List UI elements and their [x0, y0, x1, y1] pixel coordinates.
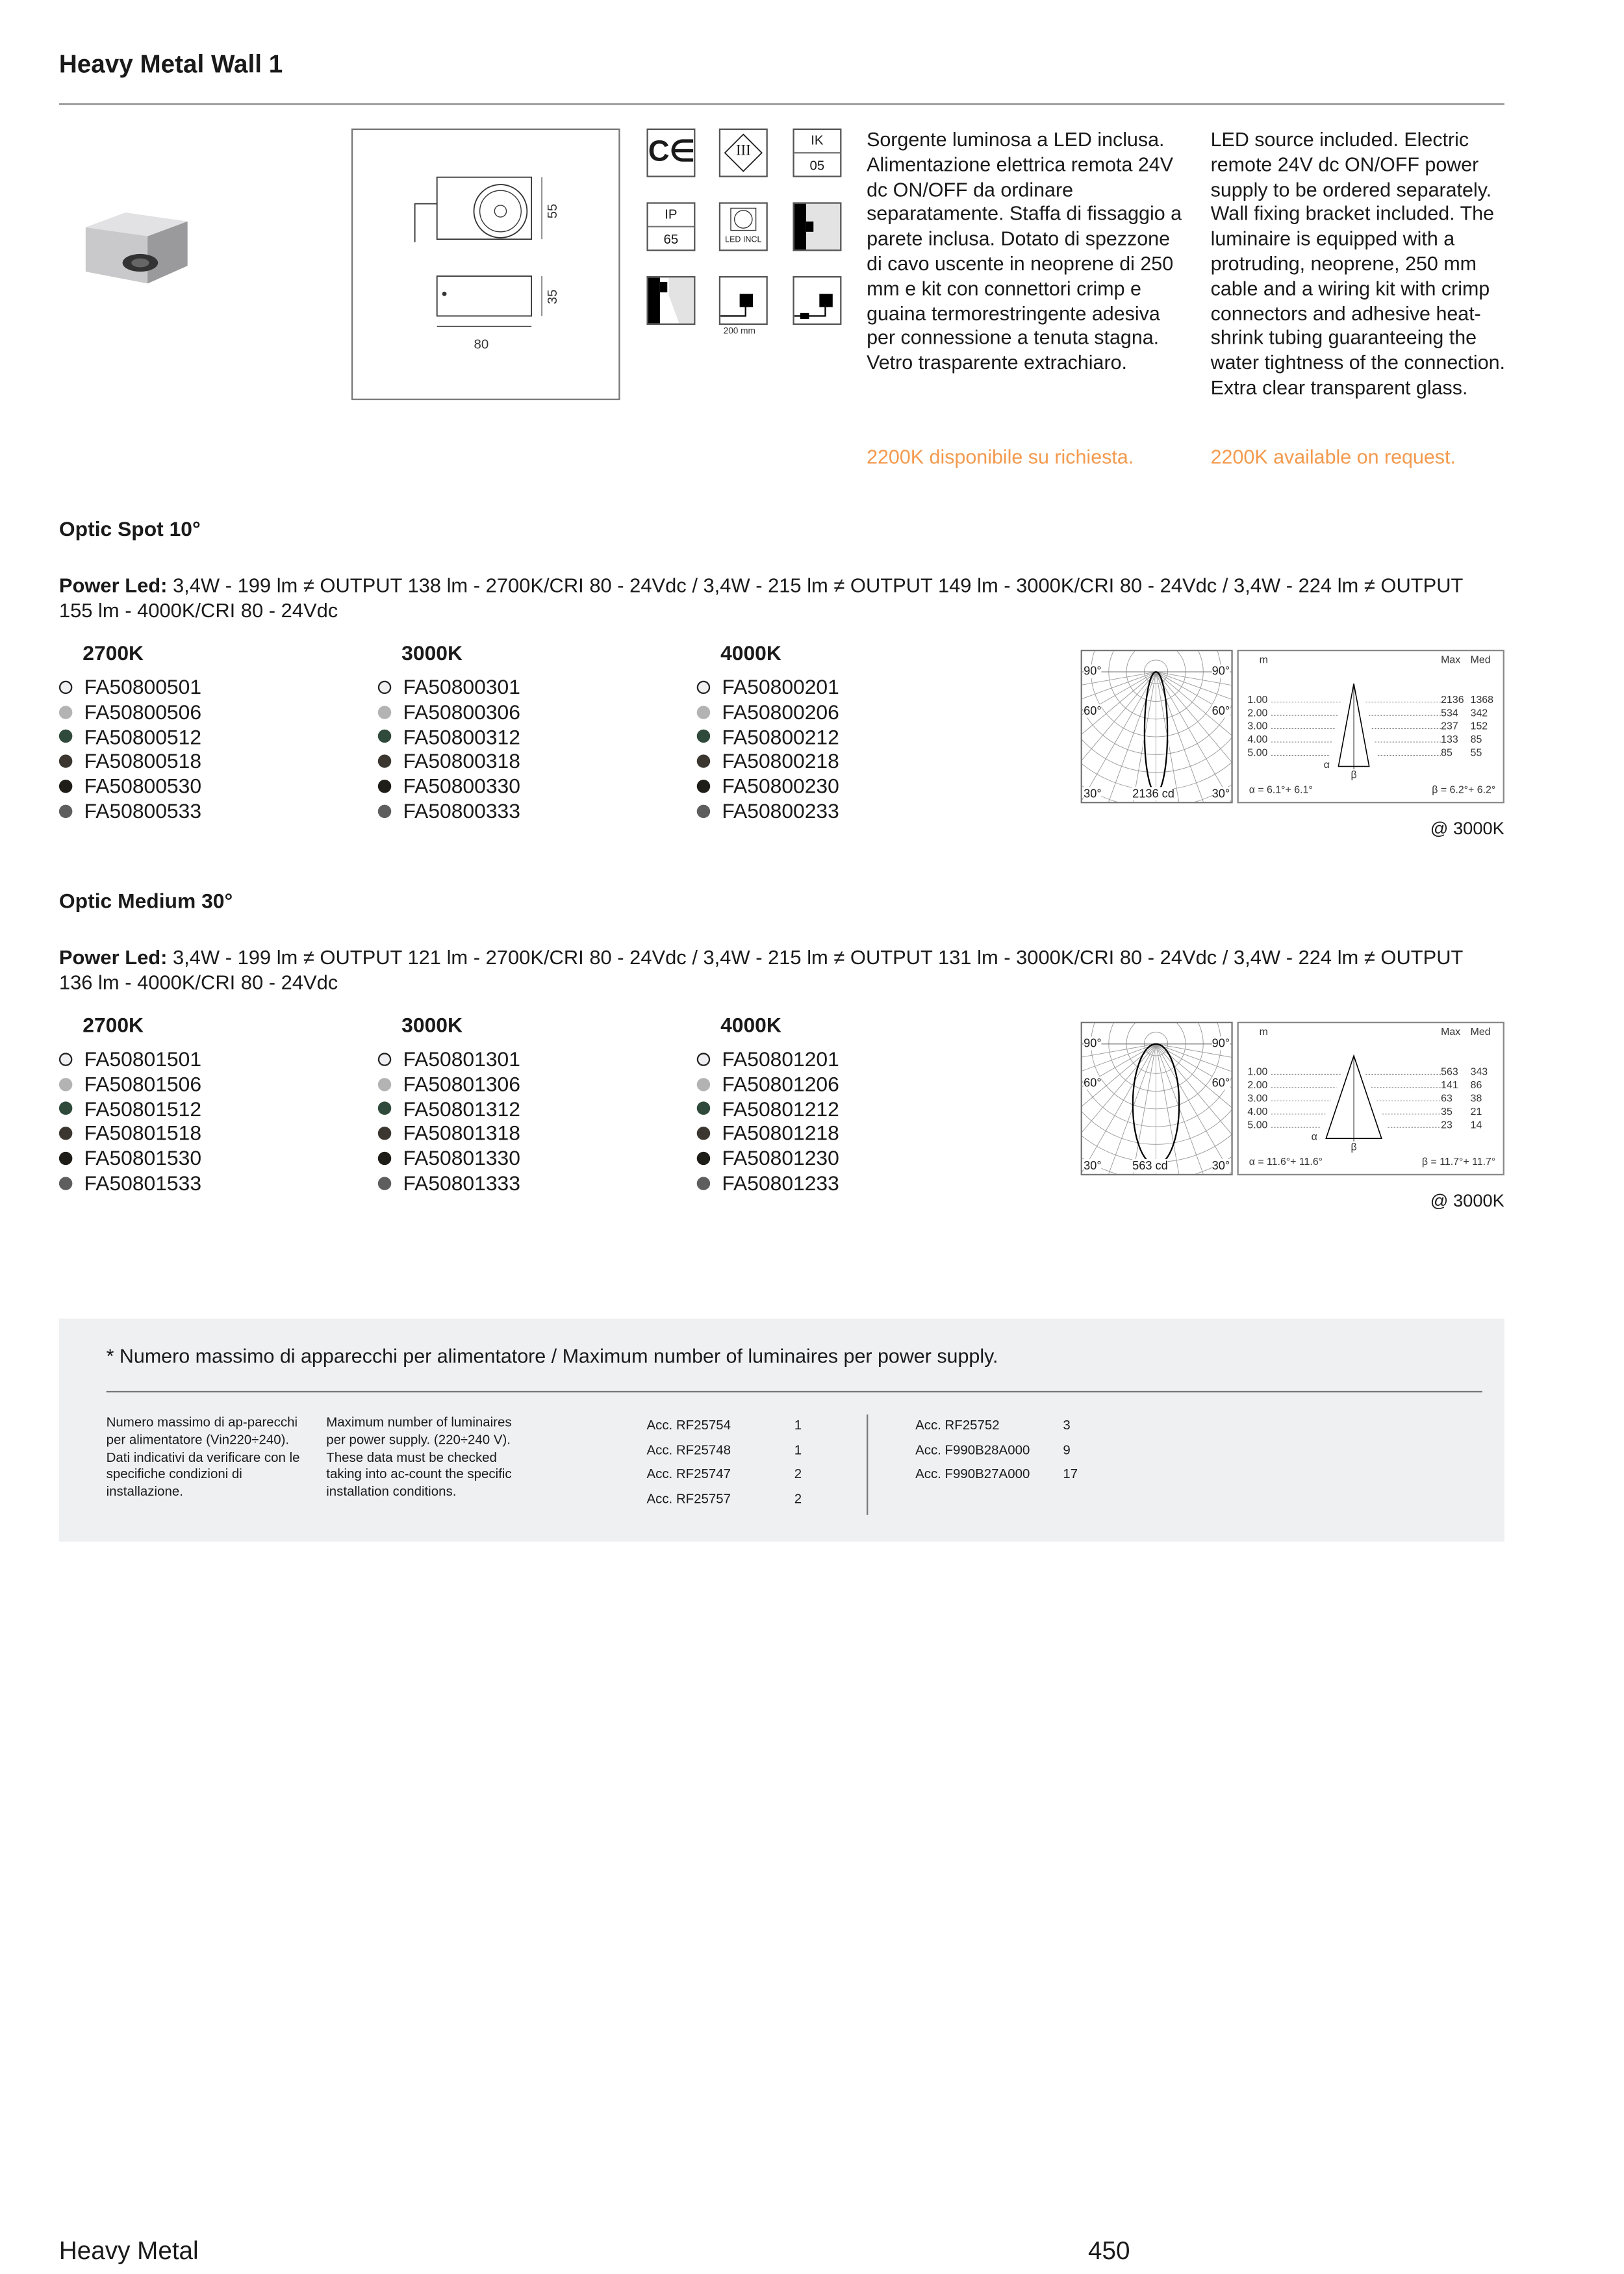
divider: [59, 103, 1504, 105]
product-code-item: [59, 1171, 201, 1195]
polar-ring: [1082, 1023, 1232, 1127]
polar-ray: [1082, 1044, 1156, 1140]
finish-swatch-grey: [59, 1077, 72, 1090]
cable-length-icon: [719, 276, 768, 325]
table-unit: m: [1259, 1027, 1268, 1038]
finish-swatch-green: [59, 730, 72, 743]
product-code: FA50800233: [722, 798, 839, 823]
polar-ray: [1090, 1044, 1156, 1174]
med-lux-value: 86: [1470, 1080, 1482, 1092]
product-code: FA50800533: [84, 798, 202, 823]
finish-swatch-anthracite: [697, 804, 710, 817]
power-led-spec: [59, 947, 1499, 996]
max-lux-value: 23: [1441, 1120, 1453, 1131]
cable-length-label: 200 mm: [723, 327, 755, 337]
max-lux-value: 35: [1441, 1107, 1453, 1118]
beta-symbol: β: [1351, 771, 1357, 782]
product-image: [81, 207, 192, 289]
divider: [107, 1391, 1482, 1392]
finish-swatch-brown: [59, 1127, 72, 1140]
polar-diagram: [1081, 1022, 1233, 1175]
product-code: FA50801318: [403, 1121, 520, 1145]
product-code: FA50801501: [84, 1047, 202, 1071]
polar-label-a30l: 30°: [1084, 1159, 1102, 1173]
accessory-code: Acc. RF25754: [646, 1417, 731, 1433]
product-code: FA50801206: [722, 1071, 839, 1095]
distance-value: 2.00: [1247, 1080, 1268, 1092]
finish-swatch-anthracite: [59, 1177, 72, 1190]
product-code-item: [697, 675, 839, 700]
distance-value: 4.00: [1247, 1107, 1268, 1118]
product-code: FA50801306: [403, 1071, 520, 1095]
product-code-item: [59, 675, 201, 700]
max-lux-value: 63: [1441, 1094, 1453, 1105]
max-lux-value: 534: [1441, 708, 1458, 719]
max-luminaires: 9: [1063, 1442, 1071, 1457]
product-code-item: [697, 1072, 839, 1097]
product-code-item: [59, 1121, 201, 1146]
product-code: FA50801201: [722, 1047, 839, 1071]
product-code-item: [378, 724, 520, 749]
page-title: Heavy Metal Wall 1: [58, 50, 283, 79]
column-heading-4000K: 4000K: [720, 1013, 781, 1037]
product-code: FA50801530: [84, 1146, 202, 1170]
illuminance-table: [1237, 650, 1504, 803]
finish-swatch-grey: [378, 706, 391, 719]
polar-label-a60l: 60°: [1084, 704, 1102, 718]
column-heading-3000K: 3000K: [401, 1013, 463, 1037]
product-code-item: [697, 724, 839, 749]
measured-at-label: @ 3000K: [1430, 1190, 1504, 1211]
max-luminaires: 1: [794, 1417, 802, 1433]
table-med-header: Med: [1470, 656, 1491, 666]
product-code: FA50800512: [84, 724, 202, 748]
product-code: FA50800201: [722, 674, 839, 698]
distance-value: 3.00: [1247, 722, 1268, 733]
finish-swatch-brown: [378, 755, 391, 768]
ce-mark-icon: C∈: [646, 129, 695, 177]
max-lux-value: 2136: [1441, 695, 1464, 706]
product-code-item: [59, 774, 201, 798]
product-code-item: [378, 1171, 520, 1195]
finish-swatch-anthracite: [378, 804, 391, 817]
max-lux-value: 85: [1441, 748, 1453, 760]
product-code: FA50800518: [84, 749, 202, 773]
distance-value: 2.00: [1247, 708, 1268, 719]
dim-height-bottom: 35: [544, 289, 560, 305]
product-code-item: [697, 1047, 839, 1071]
polar-label-a90r: 90°: [1212, 664, 1230, 678]
supply-text-it: Numero massimo di ap-parecchi per alimentatore (Vin220÷240). Dati indicativi da verificare con le specifiche condizioni di installazione.: [106, 1414, 300, 1500]
description-it: Sorgente luminosa a LED inclusa. Alimentazione elettrica remota 24V dc ON/OFF da ordinare separatamente. Staffa di fissaggio a parete inclusa. Dotato di spezzone di cavo uscente in neoprene di 250 mm e kit con connettori crimp e guaina termorestringente adesiva per connessione a tenuta stagna. Vetro trasparente extrachiaro.: [867, 128, 1182, 374]
finish-swatch-brown: [378, 1127, 391, 1140]
polar-label-cd: 563 cd: [1132, 1159, 1168, 1173]
med-lux-value: 1368: [1470, 695, 1494, 706]
supply-heading: * Numero massimo di apparecchi per alimentatore / Maximum number of luminaires per power supply.: [106, 1345, 998, 1368]
power-label: Power Led:: [58, 946, 168, 969]
polar-ray: [1156, 672, 1222, 802]
finish-swatch-black: [697, 1152, 710, 1165]
description-en: LED source included. Electric remote 24V dc ON/OFF power supply to be ordered separately. Wall fixing bracket included. The luminaire is equipped with a protruding, neoprene, 250 mm cable and a wiring kit with crimp connectors and adhesive heat-shrink tubing guaranteeing the water tightness of the connection. Extra clear transparent glass.: [1210, 128, 1506, 399]
dim-height-top: 55: [544, 203, 560, 219]
column-heading-2700K: 2700K: [82, 1013, 144, 1037]
distance-value: 3.00: [1247, 1094, 1268, 1105]
product-code-item: [378, 1072, 520, 1097]
table-med-header: Med: [1470, 1027, 1491, 1038]
med-lux-value: 55: [1470, 748, 1482, 760]
polar-ring: [1082, 651, 1232, 754]
finish-swatch-brown: [59, 755, 72, 768]
product-code-item: [378, 1146, 520, 1171]
finish-swatch-white: [697, 680, 710, 693]
polar-label-a90r: 90°: [1212, 1036, 1230, 1050]
product-code: FA50801233: [722, 1171, 839, 1195]
product-code-item: [378, 1121, 520, 1146]
finish-swatch-white: [378, 680, 391, 693]
power-supply-info: [59, 1319, 1504, 1542]
accessory-code: Acc. F990B27A000: [915, 1466, 1030, 1481]
product-code-item: [59, 749, 201, 774]
polar-ray: [1156, 1044, 1222, 1174]
wall-mount-icon: [793, 202, 841, 251]
distance-value: 1.00: [1247, 695, 1268, 706]
accessory-code: Acc. RF25757: [646, 1490, 731, 1506]
product-code-item: [378, 749, 520, 774]
product-code: FA50801330: [403, 1146, 520, 1170]
polar-label-cd: 2136 cd: [1132, 787, 1174, 800]
finish-swatch-brown: [697, 1127, 710, 1140]
finish-swatch-white: [697, 1053, 710, 1066]
product-code-item: [378, 799, 520, 824]
finish-swatch-anthracite: [697, 1177, 710, 1190]
alpha-symbol: α: [1311, 1132, 1317, 1143]
distance-value: 4.00: [1247, 735, 1268, 746]
max-luminaires: 3: [1063, 1417, 1071, 1433]
table-unit: m: [1259, 656, 1268, 666]
page-number: 450: [1087, 2237, 1130, 2266]
measured-at-label: @ 3000K: [1430, 818, 1504, 839]
section-title: Optic Medium 30°: [58, 889, 233, 913]
accessory-code: Acc. F990B28A000: [915, 1442, 1030, 1457]
column-heading-2700K: 2700K: [82, 641, 144, 665]
product-code-item: [378, 774, 520, 798]
accessory-code: Acc. RF25752: [915, 1417, 1000, 1433]
finish-swatch-black: [378, 1152, 391, 1165]
accessory-code: Acc. RF25748: [646, 1442, 731, 1457]
product-code-item: [697, 1097, 839, 1121]
finish-swatch-black: [697, 780, 710, 793]
note-en: 2200K available on request.: [1210, 446, 1456, 468]
finish-swatch-white: [378, 1053, 391, 1066]
product-code: FA50801218: [722, 1121, 839, 1145]
finish-swatch-grey: [697, 1077, 710, 1090]
finish-swatch-white: [59, 680, 72, 693]
product-code: FA50801518: [84, 1121, 202, 1145]
product-code: FA50800318: [403, 749, 520, 773]
polar-label-a90l: 90°: [1084, 1036, 1102, 1050]
polar-label-a60r: 60°: [1212, 1076, 1230, 1090]
product-code: FA50800530: [84, 774, 202, 798]
product-code: FA50801333: [403, 1171, 520, 1195]
finish-swatch-black: [59, 780, 72, 793]
product-code-item: [378, 700, 520, 724]
product-code: FA50800206: [722, 699, 839, 724]
product-code-item: [697, 1146, 839, 1171]
product-code: FA50801212: [722, 1096, 839, 1121]
polar-diagram: [1081, 650, 1233, 803]
product-code-item: [378, 1097, 520, 1121]
med-lux-value: 152: [1470, 722, 1488, 733]
note-it: 2200K disponibile su richiesta.: [867, 446, 1134, 468]
power-led-spec: [59, 574, 1499, 624]
product-code: FA50801230: [722, 1146, 839, 1170]
max-lux-value: 133: [1441, 735, 1458, 746]
product-code-item: [697, 749, 839, 774]
product-code-item: [697, 700, 839, 724]
max-lux-value: 237: [1441, 722, 1458, 733]
max-luminaires: 1: [794, 1442, 802, 1457]
product-code: FA50801312: [403, 1096, 520, 1121]
product-code-item: [378, 675, 520, 700]
power-text: 3,4W - 199 lm ≠ OUTPUT 121 lm - 2700K/CRI 80 - 24Vdc / 3,4W - 215 lm ≠ OUTPUT 131 lm - 3000K/CRI 80 - 24Vdc / 3,4W - 224 lm ≠ OUTPUT 136 lm - 4000K/CRI 80 - 24Vdc: [58, 946, 1463, 994]
product-code: FA50801301: [403, 1047, 520, 1071]
product-code-item: [59, 1097, 201, 1121]
product-code-item: [59, 1072, 201, 1097]
max-luminaires: 17: [1063, 1466, 1078, 1481]
beta-symbol: β: [1351, 1143, 1357, 1153]
connector-kit-icon: [793, 276, 841, 325]
beam-cone: [1239, 651, 1503, 802]
polar-ray: [1156, 1044, 1232, 1168]
dim-width: 80: [474, 337, 489, 351]
polar-label-a60r: 60°: [1212, 704, 1230, 718]
beta-angle: β = 6.2°+ 6.2°: [1432, 786, 1496, 796]
alpha-angle: α = 6.1°+ 6.1°: [1249, 786, 1313, 796]
table-max-header: Max: [1441, 1027, 1461, 1038]
finish-swatch-green: [59, 1103, 72, 1116]
finish-swatch-white: [59, 1053, 72, 1066]
table-max-header: Max: [1441, 656, 1461, 666]
illuminance-table: [1237, 1022, 1504, 1175]
product-code: FA50800301: [403, 674, 520, 698]
finish-swatch-anthracite: [59, 804, 72, 817]
med-lux-value: 21: [1470, 1107, 1482, 1118]
alpha-angle: α = 11.6°+ 11.6°: [1249, 1157, 1323, 1168]
product-code-item: [697, 799, 839, 824]
distance-value: 5.00: [1247, 1120, 1268, 1131]
product-code-item: [59, 1146, 201, 1171]
finish-swatch-green: [378, 730, 391, 743]
power-label: Power Led:: [58, 574, 168, 597]
finish-swatch-grey: [378, 1077, 391, 1090]
class-iii-icon: III: [719, 129, 768, 177]
product-code-item: [697, 1171, 839, 1195]
power-text: 3,4W - 199 lm ≠ OUTPUT 138 lm - 2700K/CRI 80 - 24Vdc / 3,4W - 215 lm ≠ OUTPUT 149 lm - 3000K/CRI 80 - 24Vdc / 3,4W - 224 lm ≠ OUTPUT 155 lm - 4000K/CRI 80 - 24Vdc: [58, 574, 1463, 622]
product-code: FA50800306: [403, 699, 520, 724]
product-code-item: [697, 774, 839, 798]
max-luminaires: 2: [794, 1490, 802, 1506]
product-code-item: [59, 724, 201, 749]
product-code: FA50800333: [403, 798, 520, 823]
product-code: FA50800501: [84, 674, 202, 698]
finish-swatch-black: [378, 780, 391, 793]
product-code-item: [59, 1047, 201, 1071]
polar-label-a90l: 90°: [1084, 664, 1102, 678]
light-emission-icon: [646, 276, 695, 325]
distance-value: 1.00: [1247, 1067, 1268, 1079]
beam-cone: [1239, 1023, 1503, 1174]
med-lux-value: 14: [1470, 1120, 1482, 1131]
finish-swatch-anthracite: [378, 1177, 391, 1190]
max-lux-value: 141: [1441, 1080, 1458, 1092]
product-code: FA50800330: [403, 774, 520, 798]
product-code: FA50801512: [84, 1096, 202, 1121]
finish-swatch-green: [378, 1103, 391, 1116]
product-code: FA50801533: [84, 1171, 202, 1195]
med-lux-value: 85: [1470, 735, 1482, 746]
polar-grid: [1082, 651, 1232, 802]
ik-rating-icon: IK 05: [793, 129, 841, 177]
product-code: FA50800312: [403, 724, 520, 748]
product-code: FA50800212: [722, 724, 839, 748]
footer-brand: Heavy Metal: [58, 2237, 199, 2266]
polar-label-a30l: 30°: [1084, 787, 1102, 800]
beta-angle: β = 11.7°+ 11.7°: [1421, 1157, 1496, 1168]
med-lux-value: 343: [1470, 1067, 1488, 1079]
product-code: FA50800218: [722, 749, 839, 773]
product-code-item: [378, 1047, 520, 1071]
finish-swatch-grey: [697, 706, 710, 719]
med-lux-value: 342: [1470, 708, 1488, 719]
finish-swatch-green: [697, 730, 710, 743]
technical-drawing: [351, 129, 620, 400]
product-code-item: [697, 1121, 839, 1146]
supply-text-en: Maximum number of luminaires per power supply. (220÷240 V). These data must be checked taking into ac-count the specific installation conditions.: [326, 1414, 512, 1500]
polar-label-a30r: 30°: [1212, 1159, 1230, 1173]
column-heading-4000K: 4000K: [720, 641, 781, 665]
accessory-code: Acc. RF25747: [646, 1466, 731, 1481]
section-title: Optic Spot 10°: [58, 517, 201, 541]
polar-ray: [1090, 672, 1156, 802]
product-code-item: [59, 700, 201, 724]
polar-ray: [1156, 1044, 1232, 1140]
ip-rating-icon: IP 65: [646, 202, 695, 251]
polar-grid: [1082, 1023, 1232, 1174]
led-included-icon: LED INCL: [719, 202, 768, 251]
polar-label-a60l: 60°: [1084, 1076, 1102, 1090]
product-code: FA50800230: [722, 774, 839, 798]
polar-ray: [1082, 1044, 1156, 1174]
product-code: FA50800506: [84, 699, 202, 724]
column-heading-3000K: 3000K: [401, 641, 463, 665]
polar-label-a30r: 30°: [1212, 787, 1230, 800]
finish-swatch-grey: [59, 706, 72, 719]
product-code-item: [59, 799, 201, 824]
max-luminaires: 2: [794, 1466, 802, 1481]
divider: [867, 1414, 868, 1515]
max-lux-value: 563: [1441, 1067, 1458, 1079]
product-code: FA50801506: [84, 1071, 202, 1095]
alpha-symbol: α: [1323, 760, 1330, 771]
finish-swatch-black: [59, 1152, 72, 1165]
finish-swatch-green: [697, 1103, 710, 1116]
med-lux-value: 38: [1470, 1094, 1482, 1105]
finish-swatch-brown: [697, 755, 710, 768]
distance-value: 5.00: [1247, 748, 1268, 760]
